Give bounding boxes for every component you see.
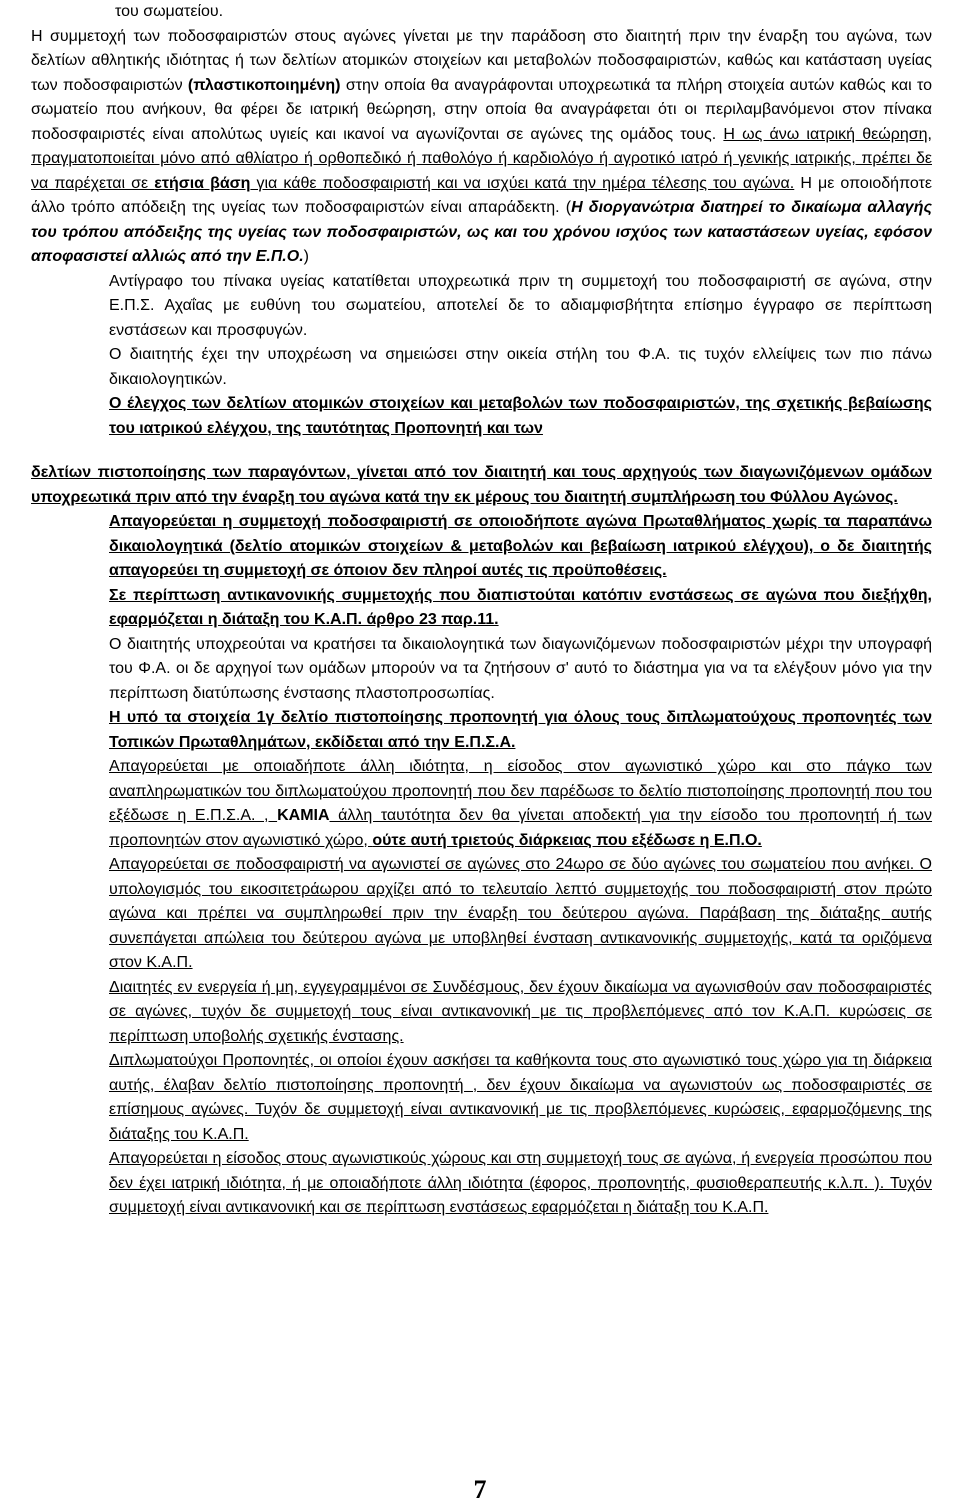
bold-underlined-text: ούτε αυτή τριετούς διάρκειας που εξέδωσε η Ε.Π.Ο. xyxy=(372,831,762,849)
underlined-text: Απαγορεύεται με οποιαδήποτε άλλη ιδιότητα, η είσοδος στον αγωνιστικό χώρο και στο πάγκο των αναπληρωματικών του διπλωματούχου προπονητή που δεν παρέδωσε το δελτίο πιστοποίησης προπονητή που του εξέδωσε η Ε.Π.Σ.Α. , xyxy=(109,758,932,824)
text-run: Ο διαιτητής υποχρεούται να κρατήσει τα δικαιολογητικά των διαγωνιζόμενων ποδοσφαιριστών μέχρι την υπογραφή του Φ.Α. οι δε αρχηγοί των ομάδων μπορούν να τα ζητήσουν σ' αυτό το διάστημα για να τα ελέγξουν μόνο για την περίπτωση διατύπωσης ένστασης πλαστοπροσωπίας. xyxy=(109,635,932,702)
bold-underlined-text: Ο έλεγχος των δελτίων ατομικών στοιχείων και μεταβολών των ποδοσφαιριστών, της σχετικής βεβαίωσης του ιατρικού ελέγχου, της ταυτότητας Προπονητή και των xyxy=(109,395,932,437)
paragraph xyxy=(0,853,960,976)
paragraph xyxy=(0,510,960,584)
underlined-text: για κάθε ποδοσφαιριστή και να ισχύει κατά την ημέρα τέλεσης του αγώνα. xyxy=(250,174,795,192)
text-run: του σωματείου. xyxy=(115,3,224,20)
bold-underlined-text: δελτίων πιστοποίησης των παραγόντων, γίνεται από τον διαιτητή και τους αρχηγούς των διαγωνιζόμενων ομάδων υποχρεωτικά πριν από την έναρξη του αγώνα κατά την εκ μέρους του διαιτητή συμπλήρωση του Φύλλου Αγώνος. xyxy=(31,464,932,506)
text-run: στην οποία θα αναγράφονται υποχρεωτικά τα πλήρη στοιχεία αυτών καθώς και το σωματείο που ανήκουν, θα φέρει δε ιατρική θεώρηση, στην οποία θα αναγράφεται ότι οι περιλαμβανόμενοι στον πίνακα ποδοσφαιριστές είναι απολύτως υγιείς και ικανοί να αγωνίζονται σε αγώνες της ομάδος τους. xyxy=(31,76,932,143)
bold-underlined-text: Απαγορεύεται η συμμετοχή ποδοσφαιριστή σε οποιοδήποτε αγώνα Πρωταθλήματος χωρίς τα παραπάνω δικαιολογητικά (δελτίο ατομικών στοιχείων & μεταβολών και βεβαίωση ιατρικού ελέγχου), ο δε διαιτητής απαγορεύει τη συμμετοχή σε όποιον δεν πληροί αυτές τις προϋποθέσεις. xyxy=(109,513,932,579)
underlined-text: Απαγορεύεται σε ποδοσφαιριστή να αγωνιστεί σε αγώνες στο 24ωρο σε δύο αγώνες του σωματείου που ανήκει. Ο υπολογισμός του εικοσιτετράωρου αρχίζει από το τελευταίο λεπτό συμμετοχής του ποδοσφαιριστή στον πρώτο αγώνα και πρέπει να συμπληρωθεί πριν την έναρξη του δεύτερου αγώνα. Παράβαση της διάταξης αυτής συνεπάγεται απώλεια του δεύτερου αγώνα με υποβληθεί ένσταση αντικανονικής συμμετοχής, κατά τα οριζόμενα στον Κ.Α.Π. xyxy=(109,856,932,971)
paragraph xyxy=(0,755,960,853)
text-run: Η συμμετοχή των ποδοσφαιριστών στους αγώνες γίνεται με την παράδοση στο διαιτητή πριν την έναρξη του αγώνα, των δελτίων αθλητικής ιδιότητας ή των δελτίων ατομικών στοιχείων και μεταβολών ποδοσφαιριστών, καθώς και κατάσταση υγείας των ποδοσφαιριστών xyxy=(31,27,932,94)
paragraph xyxy=(0,25,960,270)
page-number: 7 xyxy=(473,1475,487,1504)
bold-underlined-text: Η υπό τα στοιχεία 1γ δελτίο πιστοποίησης προπονητή για όλους τους διπλωματούχους προπονητές των Τοπικών Πρωταθλημάτων, εκδίδεται από την Ε.Π.Σ.Α. xyxy=(109,709,932,751)
bold-underlined-text: Σε περίπτωση αντικανονικής συμμετοχής που διαπιστούται κατόπιν ενστάσεως σε αγώνα που διεξήχθη, εφαρμόζεται η διάταξη του Κ.Α.Π. άρθρο 23 παρ.11. xyxy=(109,586,932,628)
paragraph xyxy=(0,0,960,25)
text-run: Αντίγραφο του πίνακα υγείας κατατίθεται υποχρεωτικά πριν τη συμμετοχή του ποδοσφαιριστή σε αγώνα, στην Ε.Π.Σ. Αχαΐας με ευθύνη του σωματείου, αποτελεί δε το αδιαμφισβήτητα επίσημο έγγραφο σε περίπτωση ενστάσεων και προσφυγών. xyxy=(109,272,932,339)
paragraph xyxy=(0,1147,960,1221)
paragraph xyxy=(0,392,960,441)
underlined-text: Διαιτητές εν ενεργεία ή μη, εγγεγραμμένοι σε Συνδέσμους, δεν έχουν δικαίωμα να αγωνισθούν σαν ποδοσφαιριστές σε αγώνες, τυχόν δε συμμετοχή τους είναι αντικανονική με τις προβλεπόμενες από τον Κ.Α.Π. κυρώσεις σε περίπτωση υποβολής σχετικής ένστασης. xyxy=(109,978,932,1045)
bold-text: (πλαστικοποιημένη) xyxy=(187,76,341,94)
underlined-text: Διπλωματούχοι Προπονητές, οι οποίοι έχουν ασκήσει τα καθήκοντα τους στο αγωνιστικό τους χώρο για τη διάρκεια αυτής, έλαβαν δελτίο πιστοποίησης προπονητή , δεν έχουν δικαίωμα να αγωνιστούν ως ποδοσφαιριστές σε επίσημους αγώνες. Τυχόν δε συμμετοχή είναι αντικανονική με τις προβλεπόμενες κυρώσεις, εφαρμοζόμενης της διάταξης του Κ.Α.Π. xyxy=(109,1052,932,1143)
bold-underlined-text: ετήσια βάση xyxy=(154,174,251,192)
paragraph xyxy=(0,461,960,510)
underlined-text: Η ως άνω ιατρική θεώρηση, πραγματοποιείται μόνο από αθλίατρο ή ορθοπεδικό ή παθολόγο ή καρδιολόγο ή αγροτικό ιατρό ή γενικής ιατρικής, πρέπει δε να παρέχεται σε xyxy=(31,125,933,192)
paragraph xyxy=(0,633,960,707)
bold-text: ΚΑΜΙΑ xyxy=(277,807,330,824)
text-run: ) xyxy=(303,248,309,265)
text-run: Ο διαιτητής έχει την υποχρέωση να σημειώσει στην οικεία στήλη του Φ.Α. τις τυχόν ελλείψεις των πιο πάνω δικαιολογητικών. xyxy=(109,346,932,388)
paragraph xyxy=(0,706,960,755)
paragraph xyxy=(0,1049,960,1147)
underlined-text: Απαγορεύεται η είσοδος στους αγωνιστικούς χώρους και στη συμμετοχή τους σε αγώνα, ή ενεργεία προσώπου που δεν έχει ιατρική ιδιότητα, ή με οποιαδήποτε άλλη ιδιότητα (έφορος, προπονητής, φυσιοθεραπευτής κ.λ.π. ). Τυχόν συμμετοχή είναι αντικανονική και σε περίπτωση ενστάσεως εφαρμόζεται η διάταξη του Κ.Α.Π. xyxy=(109,1150,932,1216)
bold-italic-text: Η διοργανώτρια διατηρεί το δικαίωμα αλλαγής του τρόπου απόδειξης της υγείας των ποδοσφαιριστών, ως και του χρόνου ισχύος των καταστάσεων υγείας, εφόσον αποφασιστεί αλλιώς από την Ε.Π.Ο. xyxy=(31,199,932,265)
paragraph xyxy=(0,584,960,633)
paragraph xyxy=(0,343,960,392)
paragraph xyxy=(0,976,960,1050)
text-run: Η με οποιοδήποτε άλλο τρόπο απόδειξη της υγείας των ποδοσφαιριστών είναι απαράδεκτη. ( xyxy=(31,174,933,216)
paragraph xyxy=(0,270,960,344)
underlined-text: άλλη ταυτότητα δεν θα γίνεται αποδεκτή για την είσοδο του προπονητή ή των προπονητών στον αγωνιστικό χώρο, xyxy=(109,807,933,849)
